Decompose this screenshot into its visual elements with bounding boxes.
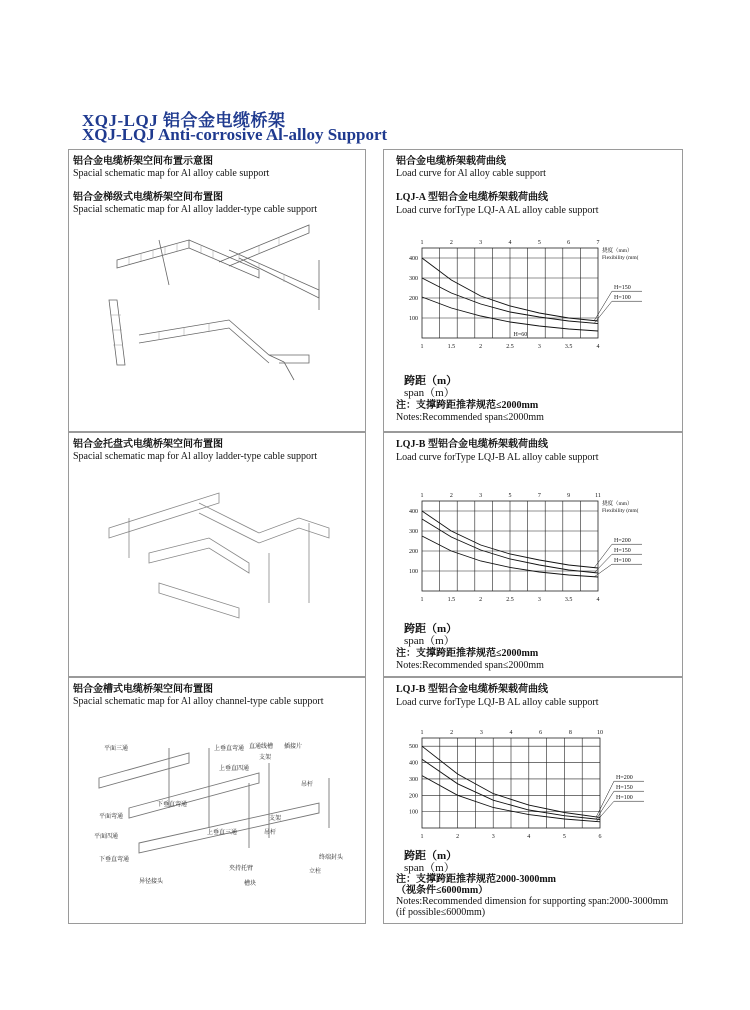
top-tick-label: 9 — [567, 493, 571, 499]
channel-label: 立柱 — [309, 869, 322, 875]
x-tick-label: 6 — [598, 834, 602, 840]
top-tick-label: 1 — [420, 730, 424, 736]
x-tick-label: 1 — [420, 344, 424, 350]
leader-line — [594, 564, 612, 577]
top-tick-label: 1 — [420, 493, 424, 499]
top-tick-label: 7 — [596, 240, 600, 246]
series-label: H=200 — [616, 775, 633, 782]
channel-label: 下垂直弯通 — [99, 857, 130, 863]
load-overview-heading-cn: 铝合金电缆桥架载荷曲线 — [396, 156, 506, 167]
x-tick-label: 1 — [420, 834, 424, 840]
flex-axis-label: 挠度（mm） — [602, 501, 633, 507]
note-extra: （视条件≤6000mm） — [396, 885, 489, 896]
flex-axis-label: Flexibility (mm( — [602, 255, 639, 261]
series-label: H=200 — [614, 538, 631, 545]
leader-line — [594, 554, 612, 573]
channel-label: 上垂直四通 — [219, 766, 250, 772]
series-label: H=100 — [616, 795, 633, 802]
y-tick-label: 100 — [409, 809, 418, 816]
leader-line — [594, 291, 612, 321]
flex-axis-label: Flexibility (mm( — [602, 508, 639, 514]
channel-label: 槽块 — [244, 881, 257, 887]
top-tick-label: 3 — [479, 730, 483, 736]
span-label-en: span（m） — [404, 862, 455, 874]
note-en2: (if possible≤6000mm) — [396, 907, 486, 918]
panel-load-curve-c — [383, 677, 683, 924]
y-tick-label: 300 — [409, 276, 418, 282]
y-tick-label: 200 — [409, 296, 418, 302]
channel-label: 支架 — [259, 755, 272, 761]
top-tick-label: 5 — [508, 493, 512, 499]
channel-label: 吊杆 — [264, 830, 277, 836]
chart-heading-cn: LQJ-B 型铝合金电缆桥架载荷曲线 — [396, 684, 548, 695]
channel-label: 夹持托臂 — [229, 866, 254, 872]
page-title-en: XQJ-LQJ Anti-corrosive Al-alloy Support — [82, 125, 388, 144]
leader-line — [594, 544, 612, 568]
page-title-cn: XQJ-LQJ 铝合金电缆桥架 — [82, 111, 286, 130]
note-en: Notes:Recommended dimension for supporting span:2000-3000mm — [396, 896, 669, 907]
x-tick-label: 2 — [456, 834, 460, 840]
channel-label: 吊杆 — [301, 782, 314, 788]
top-tick-label: 6 — [567, 240, 571, 246]
load-overview-heading-en: Load curve for Al alloy cable support — [396, 168, 546, 179]
overview-heading-cn: 铝合金电缆桥架空间布置示意图 — [73, 156, 213, 167]
series-label: H=150 — [614, 548, 631, 555]
top-tick-label: 4 — [508, 240, 512, 246]
series-label: H=150 — [614, 285, 631, 292]
note-cn: 注：支撑跨距推荐规范2000-3000mm — [396, 874, 556, 885]
panel-load-curve-a — [383, 149, 683, 432]
y-tick-label: 400 — [409, 509, 418, 515]
note-cn: 注：支撑跨距推荐规范≤2000mm — [396, 400, 539, 411]
x-tick-label: 2.5 — [506, 597, 514, 603]
top-tick-label: 5 — [537, 240, 541, 246]
ladder-heading-cn: 铝合金梯级式电缆桥架空间布置图 — [73, 192, 223, 203]
y-tick-label: 100 — [409, 569, 418, 575]
ladder-heading-en: Spacial schematic map for Al alloy ladder-type cable support — [73, 204, 318, 215]
top-tick-label: 3 — [479, 240, 483, 246]
y-tick-label: 300 — [409, 529, 418, 535]
top-tick-label: 2 — [449, 240, 453, 246]
flex-axis-label: 挠度（mm） — [602, 248, 633, 254]
x-tick-label: 5 — [562, 834, 566, 840]
channel-heading-cn: 铝合金槽式电缆桥架空间布置图 — [73, 684, 213, 695]
chart-heading-cn: LQJ-A 型铝合金电缆桥架载荷曲线 — [396, 192, 548, 203]
y-tick-label: 200 — [409, 793, 418, 800]
series-label: H=100 — [614, 295, 631, 302]
note-en: Notes:Recommended span≤2000mm — [396, 660, 544, 671]
channel-label: 平面弯通 — [99, 814, 124, 820]
chart-heading-cn: LQJ-B 型铝合金电缆桥架载荷曲线 — [396, 439, 548, 450]
series-label: H=60 — [513, 332, 528, 338]
channel-label: 直通线槽 — [249, 744, 274, 750]
x-tick-label: 3.5 — [564, 597, 573, 603]
y-tick-label: 500 — [409, 744, 418, 751]
y-tick-label: 100 — [409, 316, 418, 322]
channel-label: 终端封头 — [319, 855, 344, 861]
span-label-cn: 跨距（m） — [404, 850, 458, 862]
top-tick-label: 2 — [450, 730, 454, 736]
y-tick-label: 200 — [409, 549, 418, 555]
panel-tray — [68, 432, 366, 677]
top-tick-label: 3 — [479, 493, 483, 499]
x-tick-label: 3.5 — [564, 344, 573, 350]
x-tick-label: 3 — [537, 597, 541, 603]
tray-layout-diagram — [69, 433, 367, 678]
top-tick-label: 7 — [537, 493, 541, 499]
tray-heading-cn: 铝合金托盘式电缆桥架空间布置图 — [73, 439, 223, 450]
x-tick-label: 3 — [491, 834, 495, 840]
panel-load-curve-b — [383, 432, 683, 677]
channel-label: 平面四通 — [94, 834, 119, 840]
panel-ladder — [68, 149, 366, 432]
x-tick-label: 4 — [596, 344, 600, 350]
chart-heading-en: Load curve forType LQJ-A AL alloy cable support — [396, 205, 599, 216]
y-tick-label: 400 — [409, 256, 418, 262]
channel-heading-en: Spacial schematic map for Al alloy channel-type cable support — [73, 696, 324, 707]
x-tick-label: 1 — [420, 597, 424, 603]
leader-line — [594, 301, 612, 323]
x-tick-label: 3 — [537, 344, 541, 350]
top-tick-label: 10 — [597, 730, 603, 736]
top-tick-label: 2 — [449, 493, 453, 499]
top-tick-label: 6 — [539, 730, 543, 736]
span-label-cn: 跨距（m） — [404, 375, 458, 387]
chart-heading-en: Load curve forType LQJ-B AL alloy cable support — [396, 697, 599, 708]
channel-label: 上垂直三通 — [207, 830, 238, 836]
x-tick-label: 1.5 — [447, 597, 456, 603]
x-tick-label: 2.5 — [506, 344, 514, 350]
top-tick-label: 4 — [509, 730, 513, 736]
chart-heading-en: Load curve forType LQJ-B AL alloy cable support — [396, 452, 599, 463]
series-label: H=150 — [616, 785, 633, 792]
note-cn: 注：支撑跨距推荐规范≤2000mm — [396, 648, 539, 659]
channel-label: 插接片 — [284, 744, 303, 750]
x-tick-label: 4 — [527, 834, 531, 840]
note-en: Notes:Recommended span≤2000mm — [396, 412, 544, 423]
y-tick-label: 400 — [409, 760, 418, 767]
channel-label: 平面三通 — [104, 746, 129, 752]
x-tick-label: 4 — [596, 597, 600, 603]
x-tick-label: 2 — [479, 597, 483, 603]
channel-layout-diagram — [69, 678, 367, 925]
span-label-en: span（m） — [404, 387, 455, 399]
panel-channel — [68, 677, 366, 924]
x-tick-label: 1.5 — [447, 344, 456, 350]
series-label: H=100 — [614, 558, 631, 565]
span-label-en: span（m） — [404, 635, 455, 647]
top-tick-label: 8 — [568, 730, 572, 736]
x-tick-label: 2 — [479, 344, 483, 350]
y-tick-label: 300 — [409, 776, 418, 783]
top-tick-label: 11 — [595, 493, 601, 499]
channel-label: 异径接头 — [139, 879, 164, 885]
channel-label: 支架 — [269, 816, 282, 822]
span-label-cn: 跨距（m） — [404, 623, 458, 635]
channel-label: 下垂直弯通 — [157, 802, 188, 808]
tray-heading-en: Spacial schematic map for Al alloy ladder-type cable support — [73, 451, 318, 462]
top-tick-label: 1 — [420, 240, 424, 246]
ladder-layout-diagram — [69, 150, 367, 433]
leader-line — [596, 781, 614, 817]
overview-heading-en: Spacial schematic map for Al alloy cable support — [73, 168, 270, 179]
channel-label: 上垂直弯通 — [214, 746, 245, 752]
